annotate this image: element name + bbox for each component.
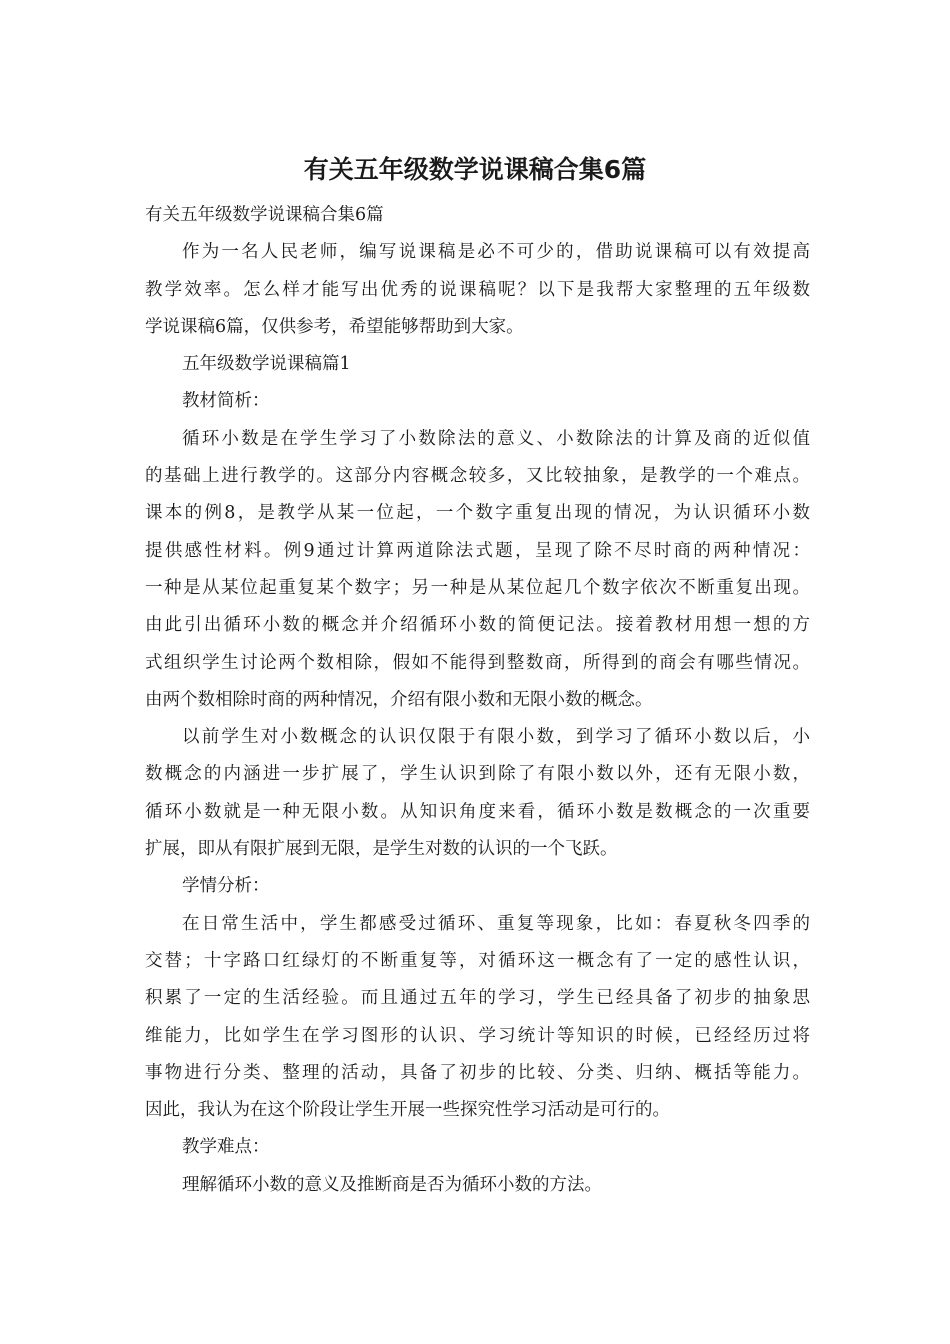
learner-analysis-line: 在日常生活中，学生都感受过循环、重复等现象，比如：春夏秋冬四季的: [182, 913, 810, 934]
textbook-analysis-line: 式组织学生讨论两个数相除，假如不能得到整数商，所得到的商会有哪些情况。: [145, 652, 810, 673]
document-body: [145, 197, 810, 1204]
concept-paragraph-line: 以前学生对小数概念的认识仅限于有限小数，到学习了循环小数以后，小: [182, 727, 810, 748]
textbook-analysis-line: 课本的例8，是教学从某一位起，一个数字重复出现的情况，为认识循环小数: [145, 503, 810, 524]
subsection-heading: 教学难点：: [182, 1137, 270, 1158]
learner-analysis-line: 交替；十字路口红绿灯的不断重复等，对循环这一概念有了一定的感性认识，: [145, 950, 810, 971]
learner-analysis-line: 事物进行分类、整理的活动，具备了初步的比较、分类、归纳、概括等能力。: [145, 1062, 810, 1083]
textbook-analysis-line: 由此引出循环小数的概念并介绍循环小数的简便记法。接着教材用想一想的方: [145, 615, 810, 636]
concept-paragraph-line: 循环小数就是一种无限小数。从知识角度来看，循环小数是数概念的一次重要: [145, 801, 810, 822]
subsection-heading: 教材简析：: [182, 391, 270, 412]
intro-paragraph-line: 教学效率。怎么样才能写出优秀的说课稿呢？以下是我帮大家整理的五年级数: [145, 279, 810, 300]
textbook-analysis-line: 循环小数是在学生学习了小数除法的意义、小数除法的计算及商的近似值: [182, 428, 810, 449]
textbook-analysis-line: 提供感性材料。例9通过计算两道除法式题，呈现了除不尽时商的两种情况：: [145, 540, 810, 561]
subsection-heading: 学情分析：: [182, 876, 270, 897]
learner-analysis-line: 因此，我认为在这个阶段让学生开展一些探究性学习活动是可行的。: [145, 1100, 670, 1121]
intro-paragraph-line: 作为一名人民老师，编写说课稿是必不可少的，借助说课稿可以有效提高: [182, 242, 810, 263]
learner-analysis-line: 积累了一定的生活经验。而且通过五年的学习，学生已经具备了初步的抽象思: [145, 988, 810, 1009]
learner-analysis-line: 维能力，比如学生在学习图形的认识、学习统计等知识的时候，已经经历过将: [145, 1025, 810, 1046]
concept-paragraph-line: 扩展，即从有限扩展到无限，是学生对数的认识的一个飞跃。: [145, 839, 618, 860]
section-heading: 五年级数学说课稿篇1: [182, 354, 351, 375]
intro-paragraph-line: 学说课稿6篇，仅供参考，希望能够帮助到大家。: [145, 316, 524, 337]
teaching-difficulty-line: 理解循环小数的意义及推断商是否为循环小数的方法。: [182, 1174, 602, 1195]
document-title: 有关五年级数学说课稿合集6篇: [303, 155, 647, 184]
concept-paragraph-line: 数概念的内涵进一步扩展了，学生认识到除了有限小数以外，还有无限小数，: [145, 764, 810, 785]
textbook-analysis-line: 的基础上进行教学的。这部分内容概念较多，又比较抽象，是教学的一个难点。: [145, 466, 810, 487]
subtitle-line: 有关五年级数学说课稿合集6篇: [145, 205, 384, 225]
textbook-analysis-line: 由两个数相除时商的两种情况，介绍有限小数和无限小数的概念。: [145, 689, 653, 710]
textbook-analysis-line: 一种是从某位起重复某个数字；另一种是从某位起几个数字依次不断重复出现。: [145, 577, 810, 598]
